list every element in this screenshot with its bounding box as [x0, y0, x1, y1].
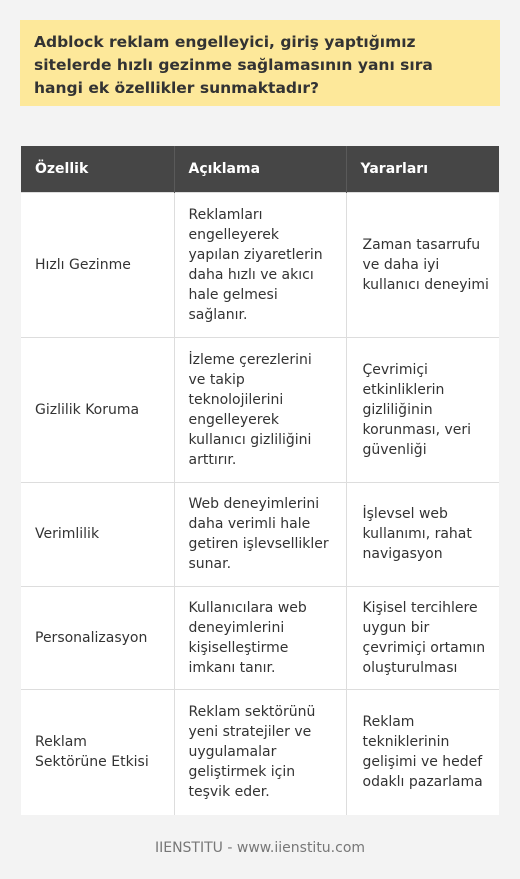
cell-description: Web deneyimlerini daha verimli hale getiren işlevsellikler sunar.: [174, 482, 346, 586]
header-benefits: Yararları: [346, 146, 499, 192]
cell-feature: Gizlilik Koruma: [21, 337, 174, 482]
cell-benefits: Kişisel tercihlere uygun bir çevrimiçi ortamın oluşturulması: [346, 586, 499, 689]
cell-description: Kullanıcılara web deneyimlerini kişiselleştirme imkanı tanır.: [174, 586, 346, 689]
table-header-row: [21, 146, 499, 192]
cell-description: Reklamları engelleyerek yapılan ziyaretlerin daha hızlı ve akıcı hale gelmesi sağlanır.: [174, 192, 346, 337]
question-text: Adblock reklam engelleyici, giriş yaptığımız sitelerde hızlı gezinme sağlamasının yanı sıra hangi ek özellikler sunmaktadır?: [34, 33, 433, 97]
question-box: [20, 20, 500, 106]
cell-benefits: Reklam tekniklerinin gelişimi ve hedef odaklı pazarlama: [346, 689, 499, 815]
cell-feature: Reklam Sektörüne Etkisi: [21, 689, 174, 815]
cell-description: İzleme çerezlerini ve takip teknolojilerini engelleyerek kullanıcı gizliliğini arttırır.: [174, 337, 346, 482]
header-feature: Özellik: [21, 146, 174, 192]
table-row: [21, 337, 499, 482]
table-row: [21, 586, 499, 689]
cell-feature: Verimlilik: [21, 482, 174, 586]
header-description: Açıklama: [174, 146, 346, 192]
cell-feature: Hızlı Gezinme: [21, 192, 174, 337]
features-table: [21, 146, 499, 815]
cell-benefits: Zaman tasarrufu ve daha iyi kullanıcı deneyimi: [346, 192, 499, 337]
cell-benefits: İşlevsel web kullanımı, rahat navigasyon: [346, 482, 499, 586]
cell-benefits: Çevrimiçi etkinliklerin gizliliğinin korunması, veri güvenliği: [346, 337, 499, 482]
table-row: [21, 192, 499, 337]
table-row: [21, 482, 499, 586]
table-row: [21, 689, 499, 815]
footer-credit: IIENSTITU - www.iienstitu.com: [154, 840, 366, 856]
cell-description: Reklam sektörünü yeni stratejiler ve uygulamalar geliştirmek için teşvik eder.: [174, 689, 346, 815]
cell-feature: Personalizasyon: [21, 586, 174, 689]
